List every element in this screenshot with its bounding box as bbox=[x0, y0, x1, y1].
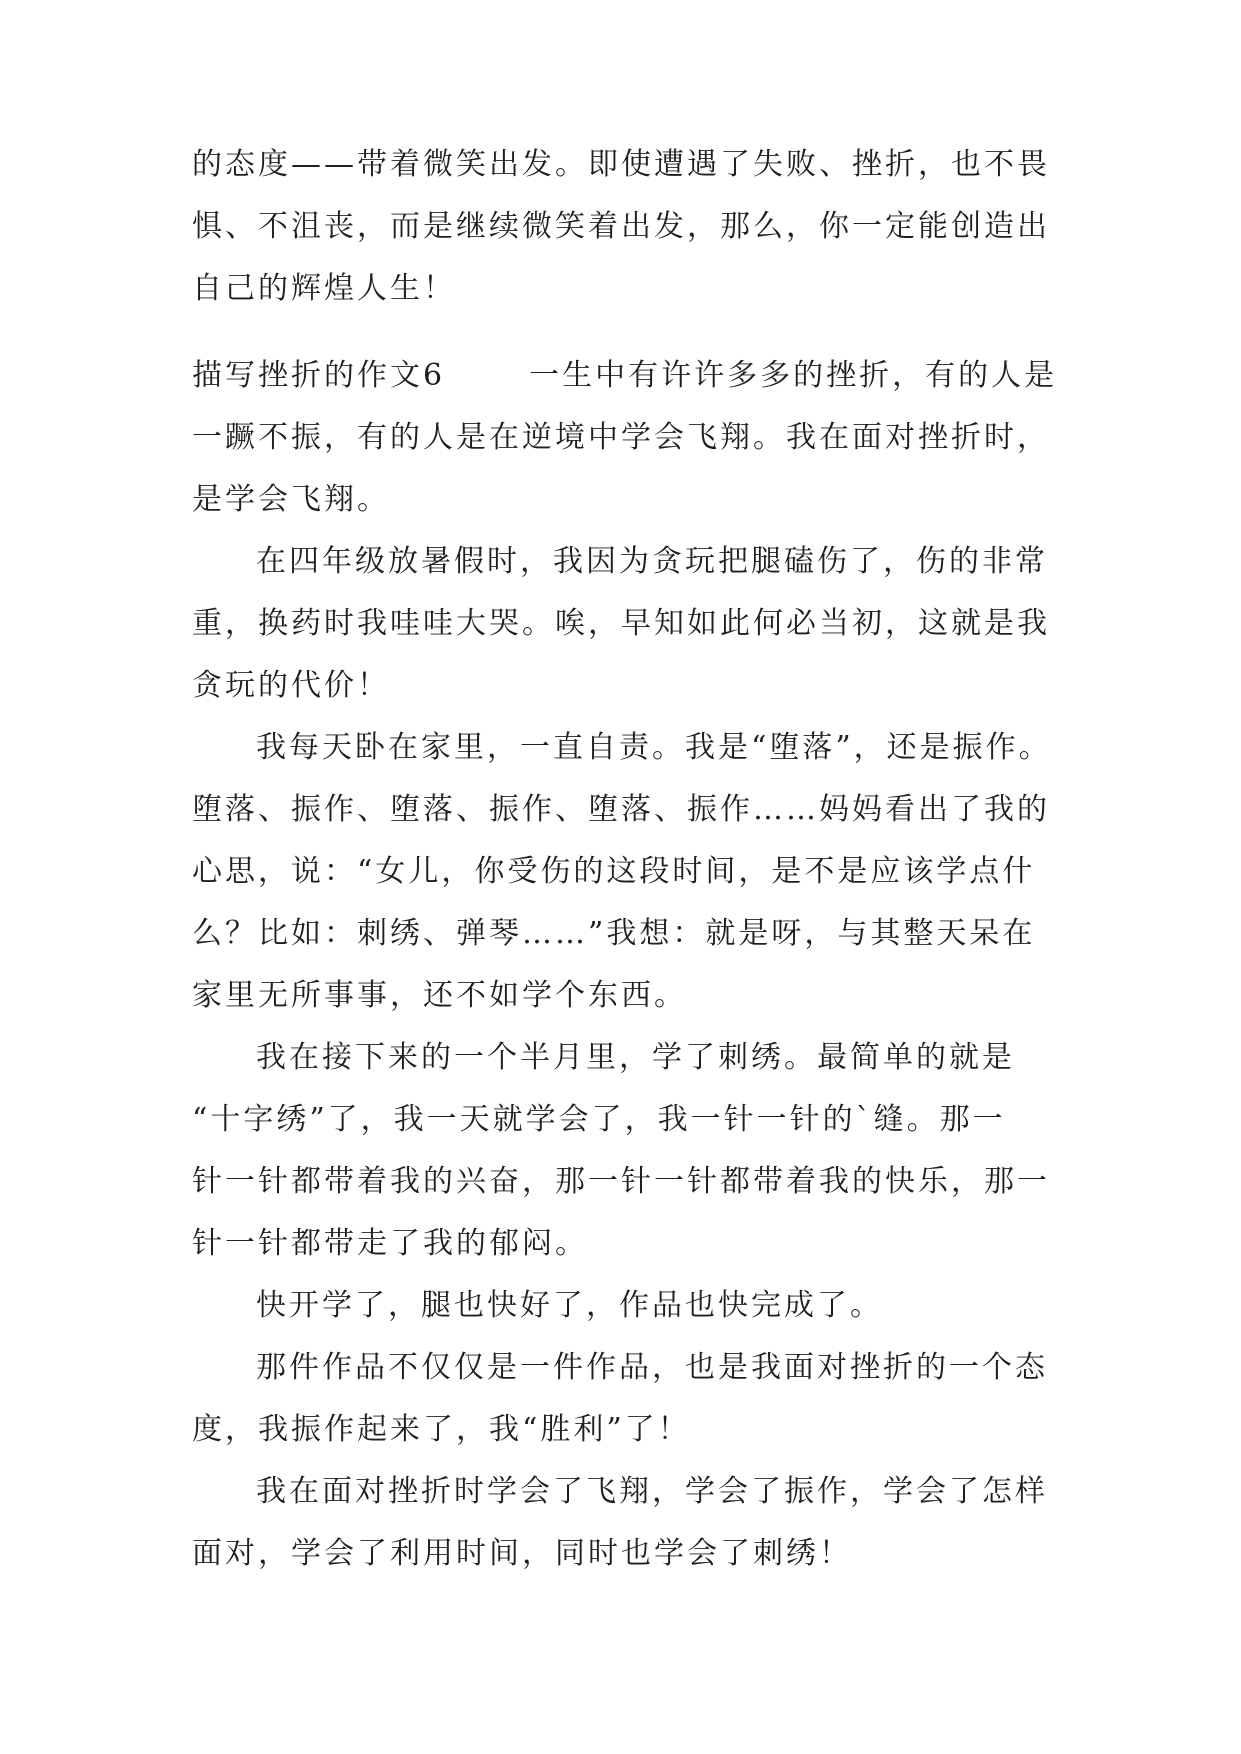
text-line: 度，我振作起来了，我“胜利”了！ bbox=[192, 1412, 691, 1447]
essay-6 bbox=[192, 345, 1058, 1585]
text-line: 堕落、振作、堕落、振作、堕落、振作……妈妈看出了我的 bbox=[192, 792, 1050, 827]
text-line: “十字绣”了，我一天就学会了，我一针一针的`缝。那一 bbox=[192, 1102, 1006, 1137]
paragraph-start-line: 我在面对挫折时学会了飞翔，学会了振作，学会了怎样 bbox=[256, 1474, 1048, 1509]
text-line: 面对，学会了利用时间，同时也学会了刺绣！ bbox=[192, 1536, 852, 1571]
essay-body bbox=[192, 407, 1052, 1585]
paragraph-start-line: 那件作品不仅仅是一件作品，也是我面对挫折的一个态 bbox=[256, 1350, 1048, 1385]
text-line: 针一针都带走了我的郁闷。 bbox=[192, 1226, 588, 1261]
previous-essay-ending bbox=[192, 134, 1052, 320]
text-line: 么？比如：刺绣、弹琴……”我想：就是呀，与其整天呆在 bbox=[192, 916, 1036, 951]
paragraph-start-line: 在四年级放暑假时，我因为贪玩把腿磕伤了，伤的非常 bbox=[256, 544, 1048, 579]
text-line: 重，换药时我哇哇大哭。唉，早知如此何必当初，这就是我 bbox=[192, 606, 1050, 641]
paragraph-start-line: 我每天卧在家里，一直自责。我是“堕落”，还是振作。 bbox=[256, 730, 1052, 765]
text-line: 自己的辉煌人生！ bbox=[192, 271, 456, 306]
text-line: 一蹶不振，有的人是在逆境中学会飞翔。我在面对挫折时， bbox=[192, 420, 1050, 455]
section-first-line: 一生中有许许多多的挫折，有的人是 bbox=[529, 358, 1058, 393]
text-line: 是学会飞翔。 bbox=[192, 482, 390, 517]
text-line: 心思，说：“女儿，你受伤的这段时间，是不是应该学点什 bbox=[192, 854, 1036, 889]
text-line: 贪玩的代价！ bbox=[192, 668, 390, 703]
section-title: 描写挫折的作文6 bbox=[192, 358, 446, 393]
paragraph-start-line: 快开学了，腿也快好了，作品也快完成了。 bbox=[256, 1288, 883, 1323]
text-line: 家里无所事事，还不如学个东西。 bbox=[192, 978, 687, 1013]
section-heading-line bbox=[192, 345, 1058, 407]
text-line: 的态度——带着微笑出发。即使遭遇了失败、挫折，也不畏 bbox=[192, 147, 1050, 182]
text-line: 针一针都带着我的兴奋，那一针一针都带着我的快乐，那一 bbox=[192, 1164, 1050, 1199]
text-line: 惧、不沮丧，而是继续微笑着出发，那么，你一定能创造出 bbox=[192, 209, 1050, 244]
paragraph-start-line: 我在接下来的一个半月里，学了刺绣。最简单的就是 bbox=[256, 1040, 1015, 1075]
